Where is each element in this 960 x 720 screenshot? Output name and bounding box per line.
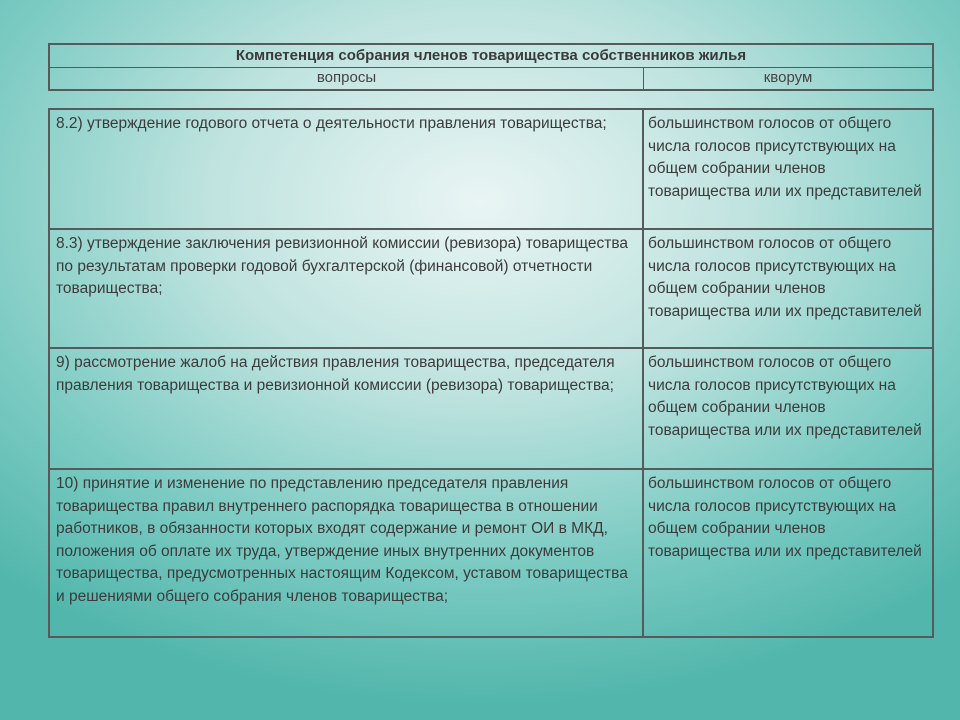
header-table xyxy=(48,43,934,91)
table-row xyxy=(50,349,932,470)
column-header-questions: вопросы xyxy=(50,68,644,89)
table-row xyxy=(50,110,932,230)
quorum-cell: большинством голосов от общего числа голосов присутствующих на общем собрании членов товарищества или их представителей xyxy=(648,475,922,560)
quorum-cell: большинством голосов от общего числа голосов присутствующих на общем собрании членов товарищества или их представителей xyxy=(648,354,922,439)
question-cell: 8.2) утверждение годового отчета о деятельности правления товарищества; xyxy=(50,110,644,228)
question-cell: 8.3) утверждение заключения ревизионной комиссии (ревизора) товарищества по результатам проверки годовой бухгалтерской (финансовой) отчетности товарищества; xyxy=(50,230,644,347)
quorum-cell: большинством голосов от общего числа голосов присутствующих на общем собрании членов товарищества или их представителей xyxy=(648,235,922,320)
table-title: Компетенция собрания членов товарищества собственников жилья xyxy=(50,45,932,68)
competence-table xyxy=(48,108,934,638)
question-cell: 10) принятие и изменение по представлению председателя правления товарищества правил внутреннего распорядка товарищества в отношении работников, в обязанности которых входят содержание и ремонт ОИ в МКД, положения об оплате их труда, утверждение иных внутренних документов товарищества, предусмотренных настоящим Кодексом, уставом товарищества и решениями общего собрания членов товарищества; xyxy=(50,470,644,636)
table-row xyxy=(50,230,932,349)
quorum-cell: большинством голосов от общего числа голосов присутствующих на общем собрании членов товарищества или их представителей xyxy=(648,115,922,200)
question-cell: 9) рассмотрение жалоб на действия правления товарищества, председателя правления товарищества и ревизионной комиссии (ревизора) товарищества; xyxy=(50,349,644,468)
column-header-quorum: кворум xyxy=(763,69,813,86)
table-row xyxy=(50,470,932,636)
